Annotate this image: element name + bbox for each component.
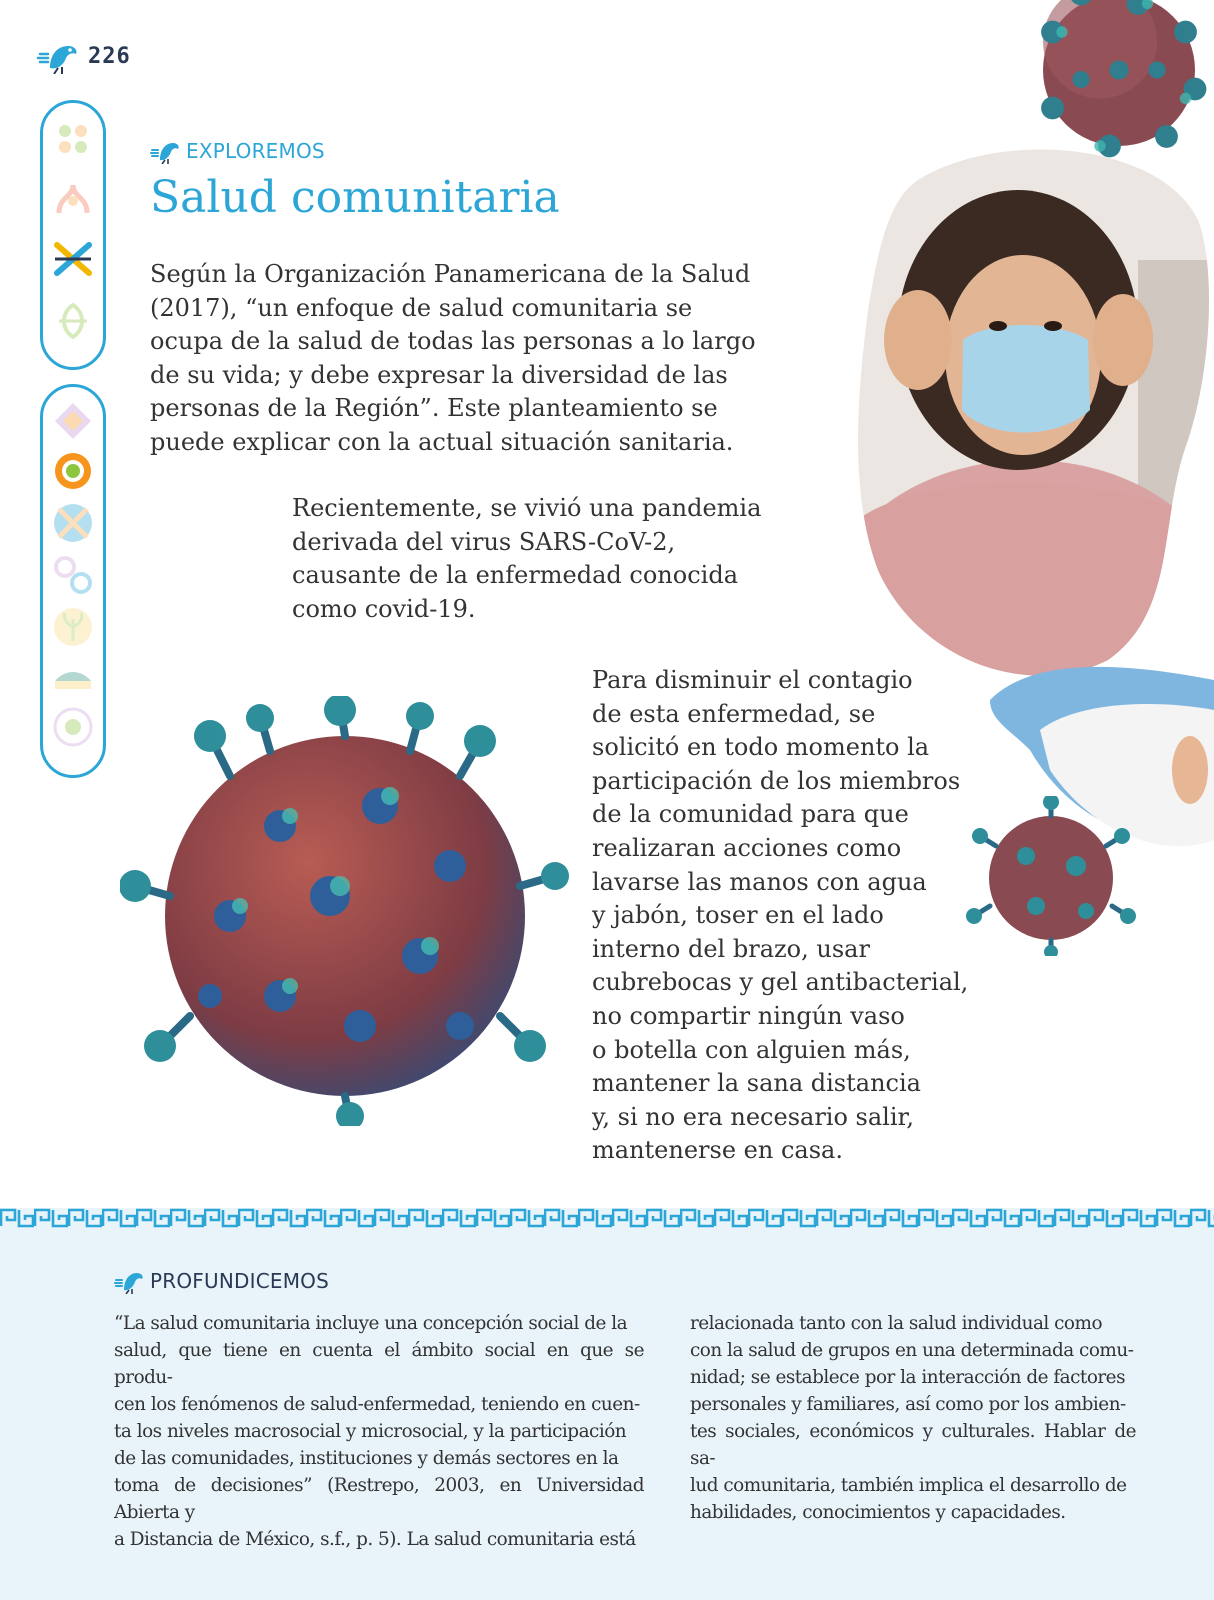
girl-photo [858,140,1214,680]
text-line: Recientemente, se vivió una pandemia [292,494,762,522]
text-line: realizaran acciones como [592,833,902,862]
text-line: nidad; se establece por la interacción de factores [690,1367,1126,1388]
text-line: (2017), “un enfoque de salud comunitaria se [150,293,693,322]
text-line: como covid-19. [292,594,476,623]
deepen-label-text: PROFUNDICEMOS [150,1269,329,1293]
knot-pattern-icon[interactable] [51,117,95,161]
text-line: personas de la Región”. Este planteamiento se [150,394,718,423]
spiral-figure-icon[interactable] [51,177,95,221]
text-line: lud comunitaria, también implica el desarrollo de [690,1475,1127,1496]
sidebar-top-group [40,100,106,370]
text-line: mantenerse en casa. [592,1136,843,1165]
text-line: causante de la enfermedad conocida [292,561,739,590]
text-line: tes sociales, económicos y culturales. Hablar de sa- [690,1421,1136,1469]
square-medallion-icon[interactable] [51,501,95,545]
link-circles-icon[interactable] [51,553,95,597]
leaf-knot-icon[interactable] [51,299,95,343]
diamond-icon[interactable] [51,399,95,443]
text-line: solicitó en todo momento la [592,733,930,762]
text-line: habilidades, conocimientos y capacidades. [690,1502,1066,1523]
text-line: de su vida; y debe expresar la diversidad de las [150,360,728,389]
text-line: a Distancia de México, s.f., p. 5). La salud comunitaria está [114,1529,636,1550]
text-line: personales y familiares, así como por los ambien- [690,1394,1126,1415]
text-line: con la salud de grupos en una determinada comu- [690,1340,1134,1361]
text-line: Según la Organización Panamericana de la Salud [150,260,751,288]
sprout-icon[interactable] [51,605,95,649]
actions-paragraph [592,664,984,1168]
text-line: no compartir ningún vaso [592,1001,905,1030]
virus-top-right-image [1024,0,1214,170]
text-line: y, si no era necesario salir, [592,1102,914,1131]
deepen-column-right [690,1310,1136,1526]
intro-paragraph [150,258,775,460]
text-line: de la comunidad para que [592,800,909,829]
coronavirus-illustration [120,696,570,1126]
page-number: 226 [88,44,131,69]
text-line: interno del brazo, usar [592,934,870,963]
greek-fret-border [0,1208,1214,1228]
text-line: o botella con alguien más, [592,1035,911,1064]
text-line: puede explicar con la actual situación sanitaria. [150,427,734,456]
text-line: cen los fenómenos de salud-enfermedad, teniendo en cuen- [114,1394,640,1415]
page-title: Salud comunitaria [150,172,560,223]
sidebar-bottom-group [40,384,106,778]
text-line: ocupa de la salud de todas las personas a lo largo [150,327,756,356]
text-line: relacionada tanto con la salud individual como [690,1313,1103,1334]
text-line: de las comunidades, instituciones y demás sectores en la [114,1448,619,1469]
text-line: Para disminuir el contagio [592,666,913,694]
virus-small-image [966,796,1136,956]
quetzal-bird-icon [36,40,80,74]
text-line: mantener la sana distancia [592,1069,921,1098]
deepen-column-left [114,1310,644,1553]
fret-pattern-icon [0,1208,1214,1228]
text-line: lavarse las manos con agua [592,867,927,896]
interlaced-x-icon[interactable] [51,237,95,281]
text-line: salud, que tiene en cuenta el ámbito social en que se produ- [114,1340,644,1388]
text-line: derivada del virus SARS-CoV-2, [292,527,676,556]
text-line: ta los niveles macrosocial y microsocial, y la participación [114,1421,627,1442]
text-line: participación de los miembros [592,766,961,795]
text-line: de esta enfermedad, se [592,699,876,728]
eye-circle-icon[interactable] [51,705,95,749]
quetzal-bird-icon [114,1268,144,1294]
text-line: toma de decisiones” (Restrepo, 2003, en Universidad Abierta y [114,1475,644,1523]
explore-section-label [150,138,325,164]
text-line: y jabón, toser en el lado [592,901,884,930]
text-line: cubrebocas y gel antibacterial, [592,968,969,997]
text-line: “La salud comunitaria incluye una concepción social de la [114,1313,628,1334]
landscape-icon[interactable] [51,655,95,699]
concentric-circle-icon[interactable] [51,449,95,493]
deepen-section-label [114,1268,329,1294]
explore-label-text: EXPLOREMOS [186,139,325,163]
pandemic-paragraph [292,492,792,626]
quetzal-bird-icon [150,138,180,164]
